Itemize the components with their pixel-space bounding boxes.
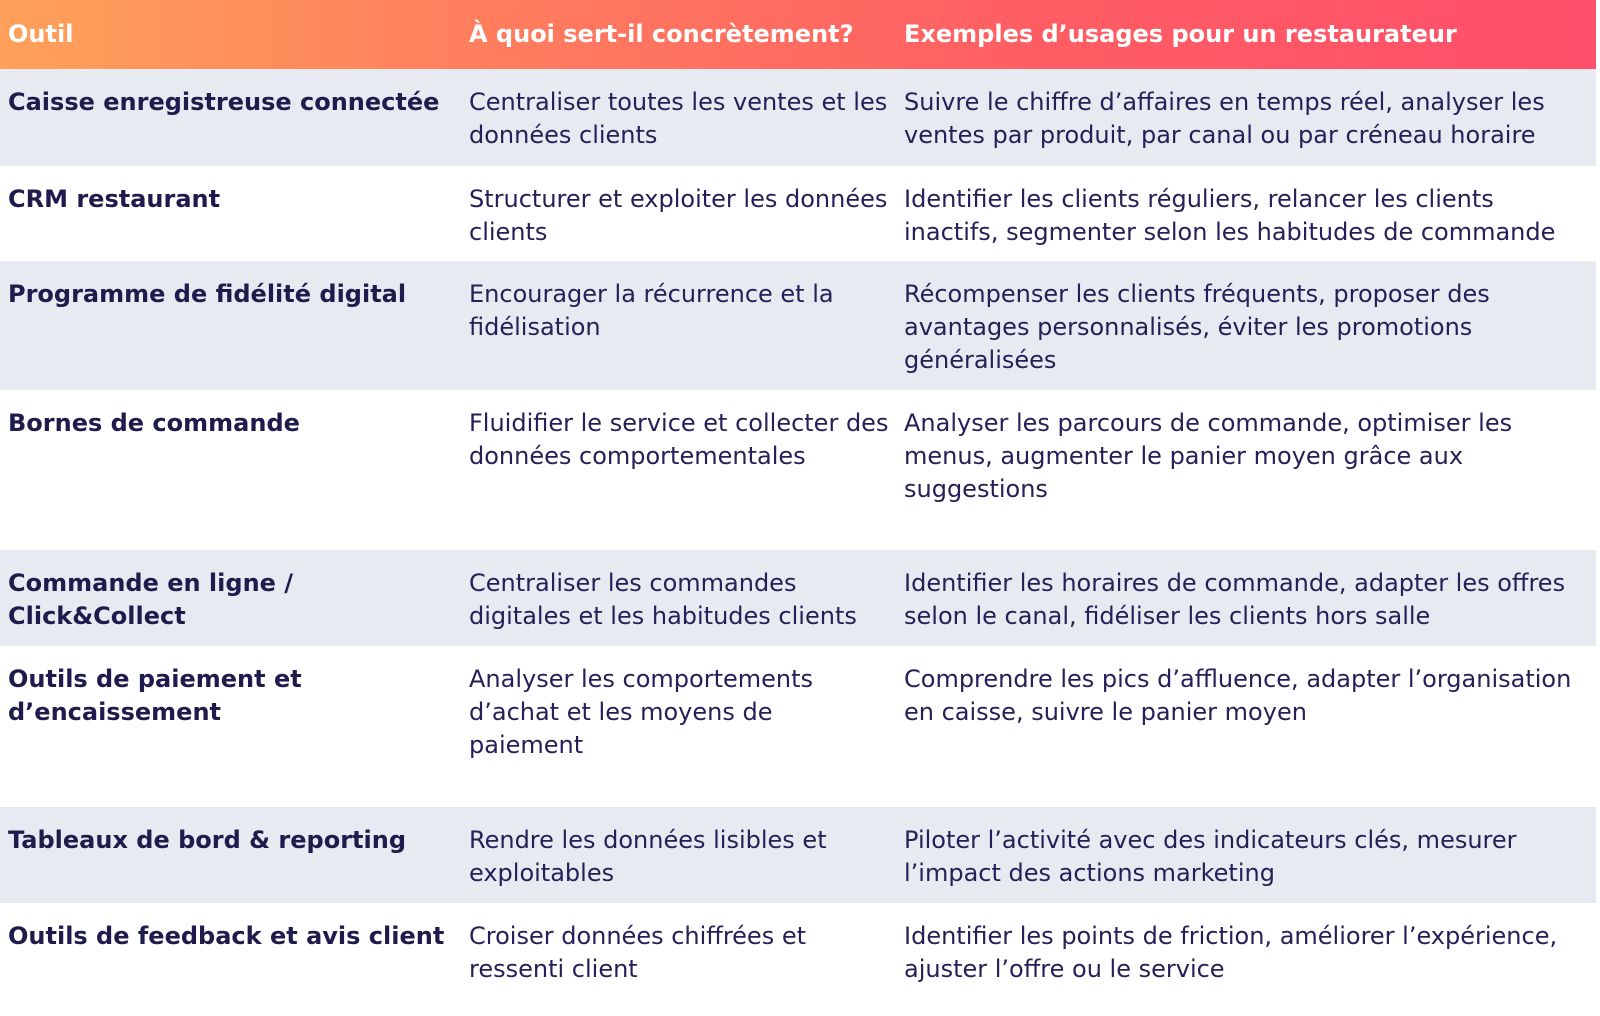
table-row [0, 69, 1596, 166]
tool-purpose: Fluidifier le service et collecter des données comportementales [469, 409, 889, 470]
tool-name: Commande en ligne / Click&Collect [8, 569, 294, 630]
header-purpose: À quoi sert-il concrètement? [469, 20, 854, 48]
tool-name: CRM restaurant [8, 185, 221, 213]
tool-purpose: Croiser données chiffrées et ressenti client [469, 922, 807, 983]
tool-name: Caisse enregistreuse connectée [8, 88, 440, 116]
tool-examples: Analyser les parcours de commande, optimiser les menus, augmenter le panier moyen grâce aux suggestions [904, 409, 1513, 503]
tool-examples: Identifier les points de friction, améliorer l’expérience, ajuster l’offre ou le service [904, 922, 1558, 983]
header-tool: Outil [8, 20, 74, 48]
tool-examples: Identifier les clients réguliers, relancer les clients inactifs, segmenter selon les habitudes de commande [904, 185, 1556, 246]
table-row [0, 261, 1596, 390]
table-row [0, 807, 1596, 903]
tool-name: Outils de feedback et avis client [8, 922, 445, 950]
tool-purpose: Encourager la récurrence et la fidélisation [469, 280, 834, 341]
tool-purpose: Rendre les données lisibles et exploitables [469, 826, 827, 887]
tool-name: Outils de paiement et d’encaissement [8, 665, 302, 726]
table-row [0, 646, 1596, 807]
tool-name: Tableaux de bord & reporting [8, 826, 406, 854]
tool-examples: Identifier les horaires de commande, adapter les offres selon le canal, fidéliser les clients hors salle [904, 569, 1566, 630]
table-row [0, 166, 1596, 261]
tool-examples: Comprendre les pics d’affluence, adapter l’organisation en caisse, suivre le panier moyen [904, 665, 1572, 726]
tool-purpose: Structurer et exploiter les données clients [469, 185, 888, 246]
table-header [0, 0, 1596, 69]
table-row [0, 903, 1596, 1016]
tool-examples: Récompenser les clients fréquents, proposer des avantages personnalisés, éviter les promotions généralisées [904, 280, 1490, 374]
header-examples: Exemples d’usages pour un restaurateur [904, 20, 1457, 48]
tool-purpose: Centraliser les commandes digitales et les habitudes clients [469, 569, 857, 630]
tool-purpose: Analyser les comportements d’achat et les moyens de paiement [469, 665, 814, 759]
tool-name: Bornes de commande [8, 409, 300, 437]
table-row [0, 550, 1596, 646]
tool-name: Programme de fidélité digital [8, 280, 407, 308]
tool-examples: Piloter l’activité avec des indicateurs clés, mesurer l’impact des actions marketing [904, 826, 1517, 887]
tool-purpose: Centraliser toutes les ventes et les données clients [469, 88, 888, 149]
tool-examples: Suivre le chiffre d’affaires en temps réel, analyser les ventes par produit, par canal ou par créneau horaire [904, 88, 1545, 149]
table-row [0, 390, 1596, 550]
